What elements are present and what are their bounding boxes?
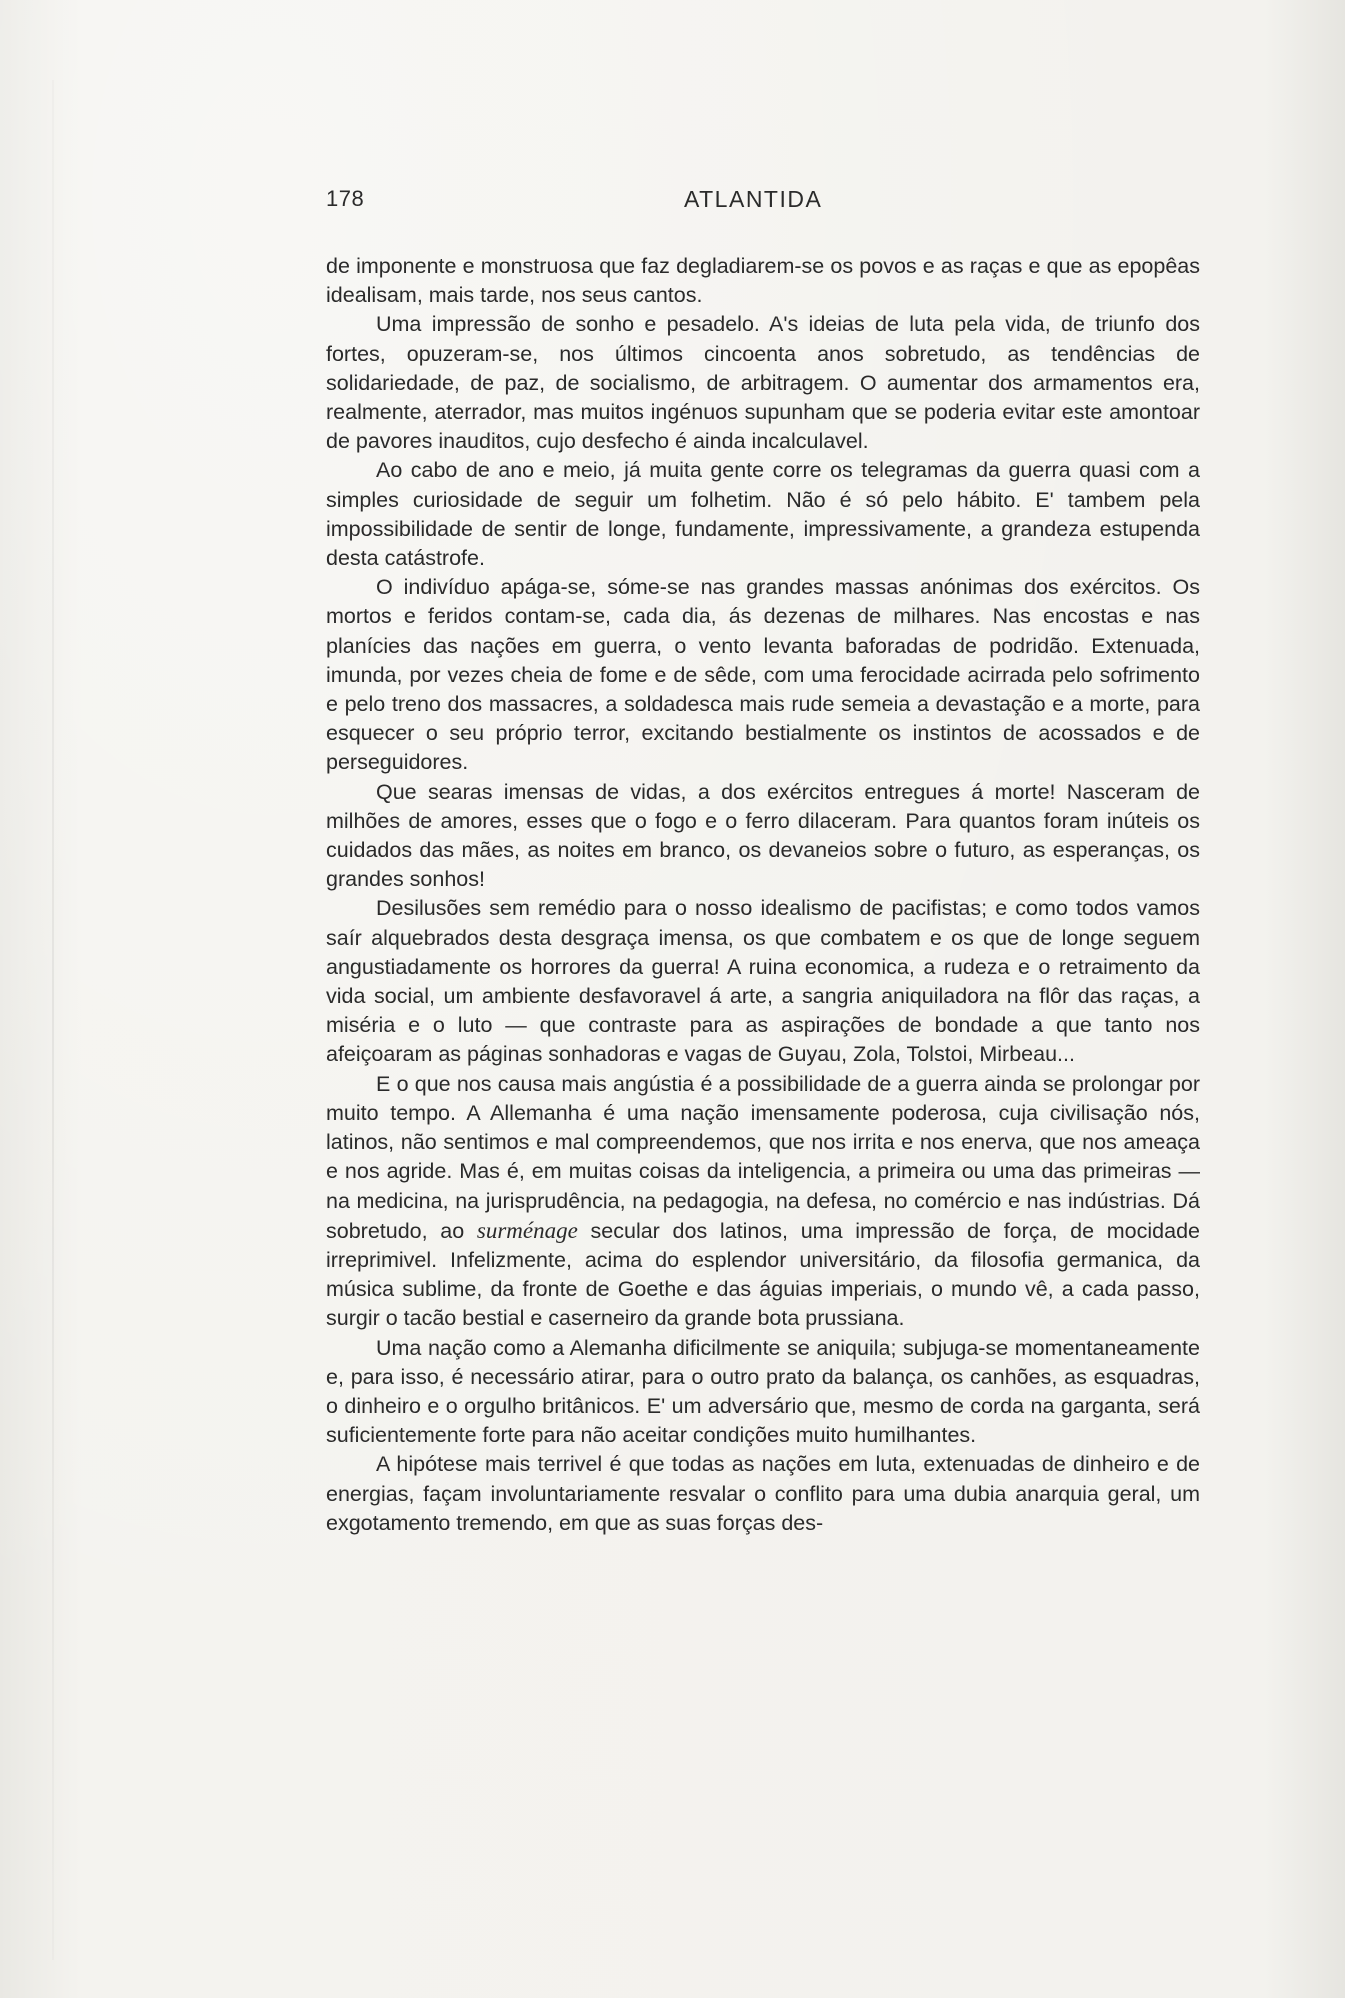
paragraph: Uma nação como a Alemanha dificilmente se aniquila; subjuga-se momentaneamente e, para isso, é necessário atirar, para o outro prato da balança, os canhões, as esquadras, o dinheiro e o orgulho britânicos. E' um adversário que, mesmo de corda na garganta, será suficientemente forte para não aceitar condições muito humilhantes.	[326, 1335, 1200, 1448]
paragraph-text: E o que nos causa mais angústia é a possibilidade de a guerra ainda se prolongar por muito tempo. A Allemanha é uma nação imensamente poderosa, cuja civilisação nós, latinos, não sentimos e mal compreendemos, que nos irrita e nos enerva, que nos ameaça e nos agride. Mas é, em muitas coisas da inteligencia, a primeira ou uma das primeiras — na medicina, na jurisprudência, na pedagogia, na defesa, no comércio e nas indústrias. Dá sobretudo, ao	[326, 1071, 1200, 1243]
body-text	[326, 252, 1200, 1538]
paragraph: Desilusões sem remédio para o nosso idealismo de pacifistas; e como todos vamos saír alquebrados desta desgraça imensa, os que combatem e os que de longe seguem angustiadamente os horrores da guerra! A ruina economica, a rudeza e o retraimento da vida social, um ambiente desfavoravel á arte, a sangria aniquiladora na flôr das raças, a miséria e o luto — que contraste para as aspirações de bondade a que tanto nos afeiçoaram as páginas sonhadoras e vagas de Guyau, Zola, Tolstoi, Mirbeau...	[326, 896, 1200, 1067]
paragraph: O indivíduo apága-se, sóme-se nas grandes massas anónimas dos exércitos. Os mortos e feridos contam-se, cada dia, ás dezenas de milhares. Nas encostas e nas planícies das nações em guerra, o vento levanta baforadas de podridão. Extenuada, imunda, por vezes cheia de fome e de sêde, com uma ferocidade acirrada pelo sofrimento e pelo treno dos massacres, a soldadesca mais rude semeia a devastação e a morte, para esquecer o seu próprio terror, excitando bestialmente os instintos de acossados e de perseguidores.	[326, 575, 1200, 775]
paragraph: de imponente e monstruosa que faz degladiarem-se os povos e as raças e que as epopêas idealisam, mais tarde, nos seus cantos.	[326, 254, 1200, 308]
page-number: 178	[326, 186, 365, 211]
paragraph	[326, 1070, 1200, 1334]
paragraph: Uma impressão de sonho e pesadelo. A's ideias de luta pela vida, de triunfo dos fortes, opuzeram-se, nos últimos cincoenta anos sobretudo, as tendências de solidariedade, de paz, de socialismo, de arbitragem. O aumentar dos armamentos era, realmente, aterrador, mas muitos ingénuos supunham que se poderia evitar este amontoar de pavores inauditos, cujo desfecho é ainda incalculavel.	[326, 312, 1200, 454]
italic-term: surménage	[476, 1217, 578, 1243]
paragraph: Que searas imensas de vidas, a dos exércitos entregues á morte! Nasceram de milhões de amores, esses que o fogo e o ferro dilaceram. Para quantos foram inúteis os cuidados das mães, as noites em branco, os devaneios sobre o futuro, as esperanças, os grandes sonhos!	[326, 779, 1200, 892]
running-title: ATLANTIDA	[684, 186, 823, 212]
paragraph-text: secular dos latinos, uma impressão de força, de mocidade irreprimivel. Infelizmente, acima do esplendor universitário, da filosofia germanica, da música sublime, da fronte de Goethe e das águias imperiais, o mundo vê, a cada passo, surgir o tacão bestial e caserneiro da grande bota prussiana.	[326, 1218, 1200, 1331]
paragraph: A hipótese mais terrivel é que todas as nações em luta, extenuadas de dinheiro e de energias, façam involuntariamente resvalar o conflito para uma dubia anarquia geral, um exgotamento tremendo, em que as suas forças des-	[326, 1452, 1200, 1535]
page-header	[326, 186, 1200, 216]
page-fold-shadow	[52, 80, 54, 1960]
paragraph: Ao cabo de ano e meio, já muita gente corre os telegramas da guerra quasi com a simples curiosidade de seguir um folhetim. Não é só pelo hábito. E' tambem pela impossibilidade de sentir de longe, fundamente, impressivamente, a grandeza estupenda desta catástrofe.	[326, 458, 1200, 571]
